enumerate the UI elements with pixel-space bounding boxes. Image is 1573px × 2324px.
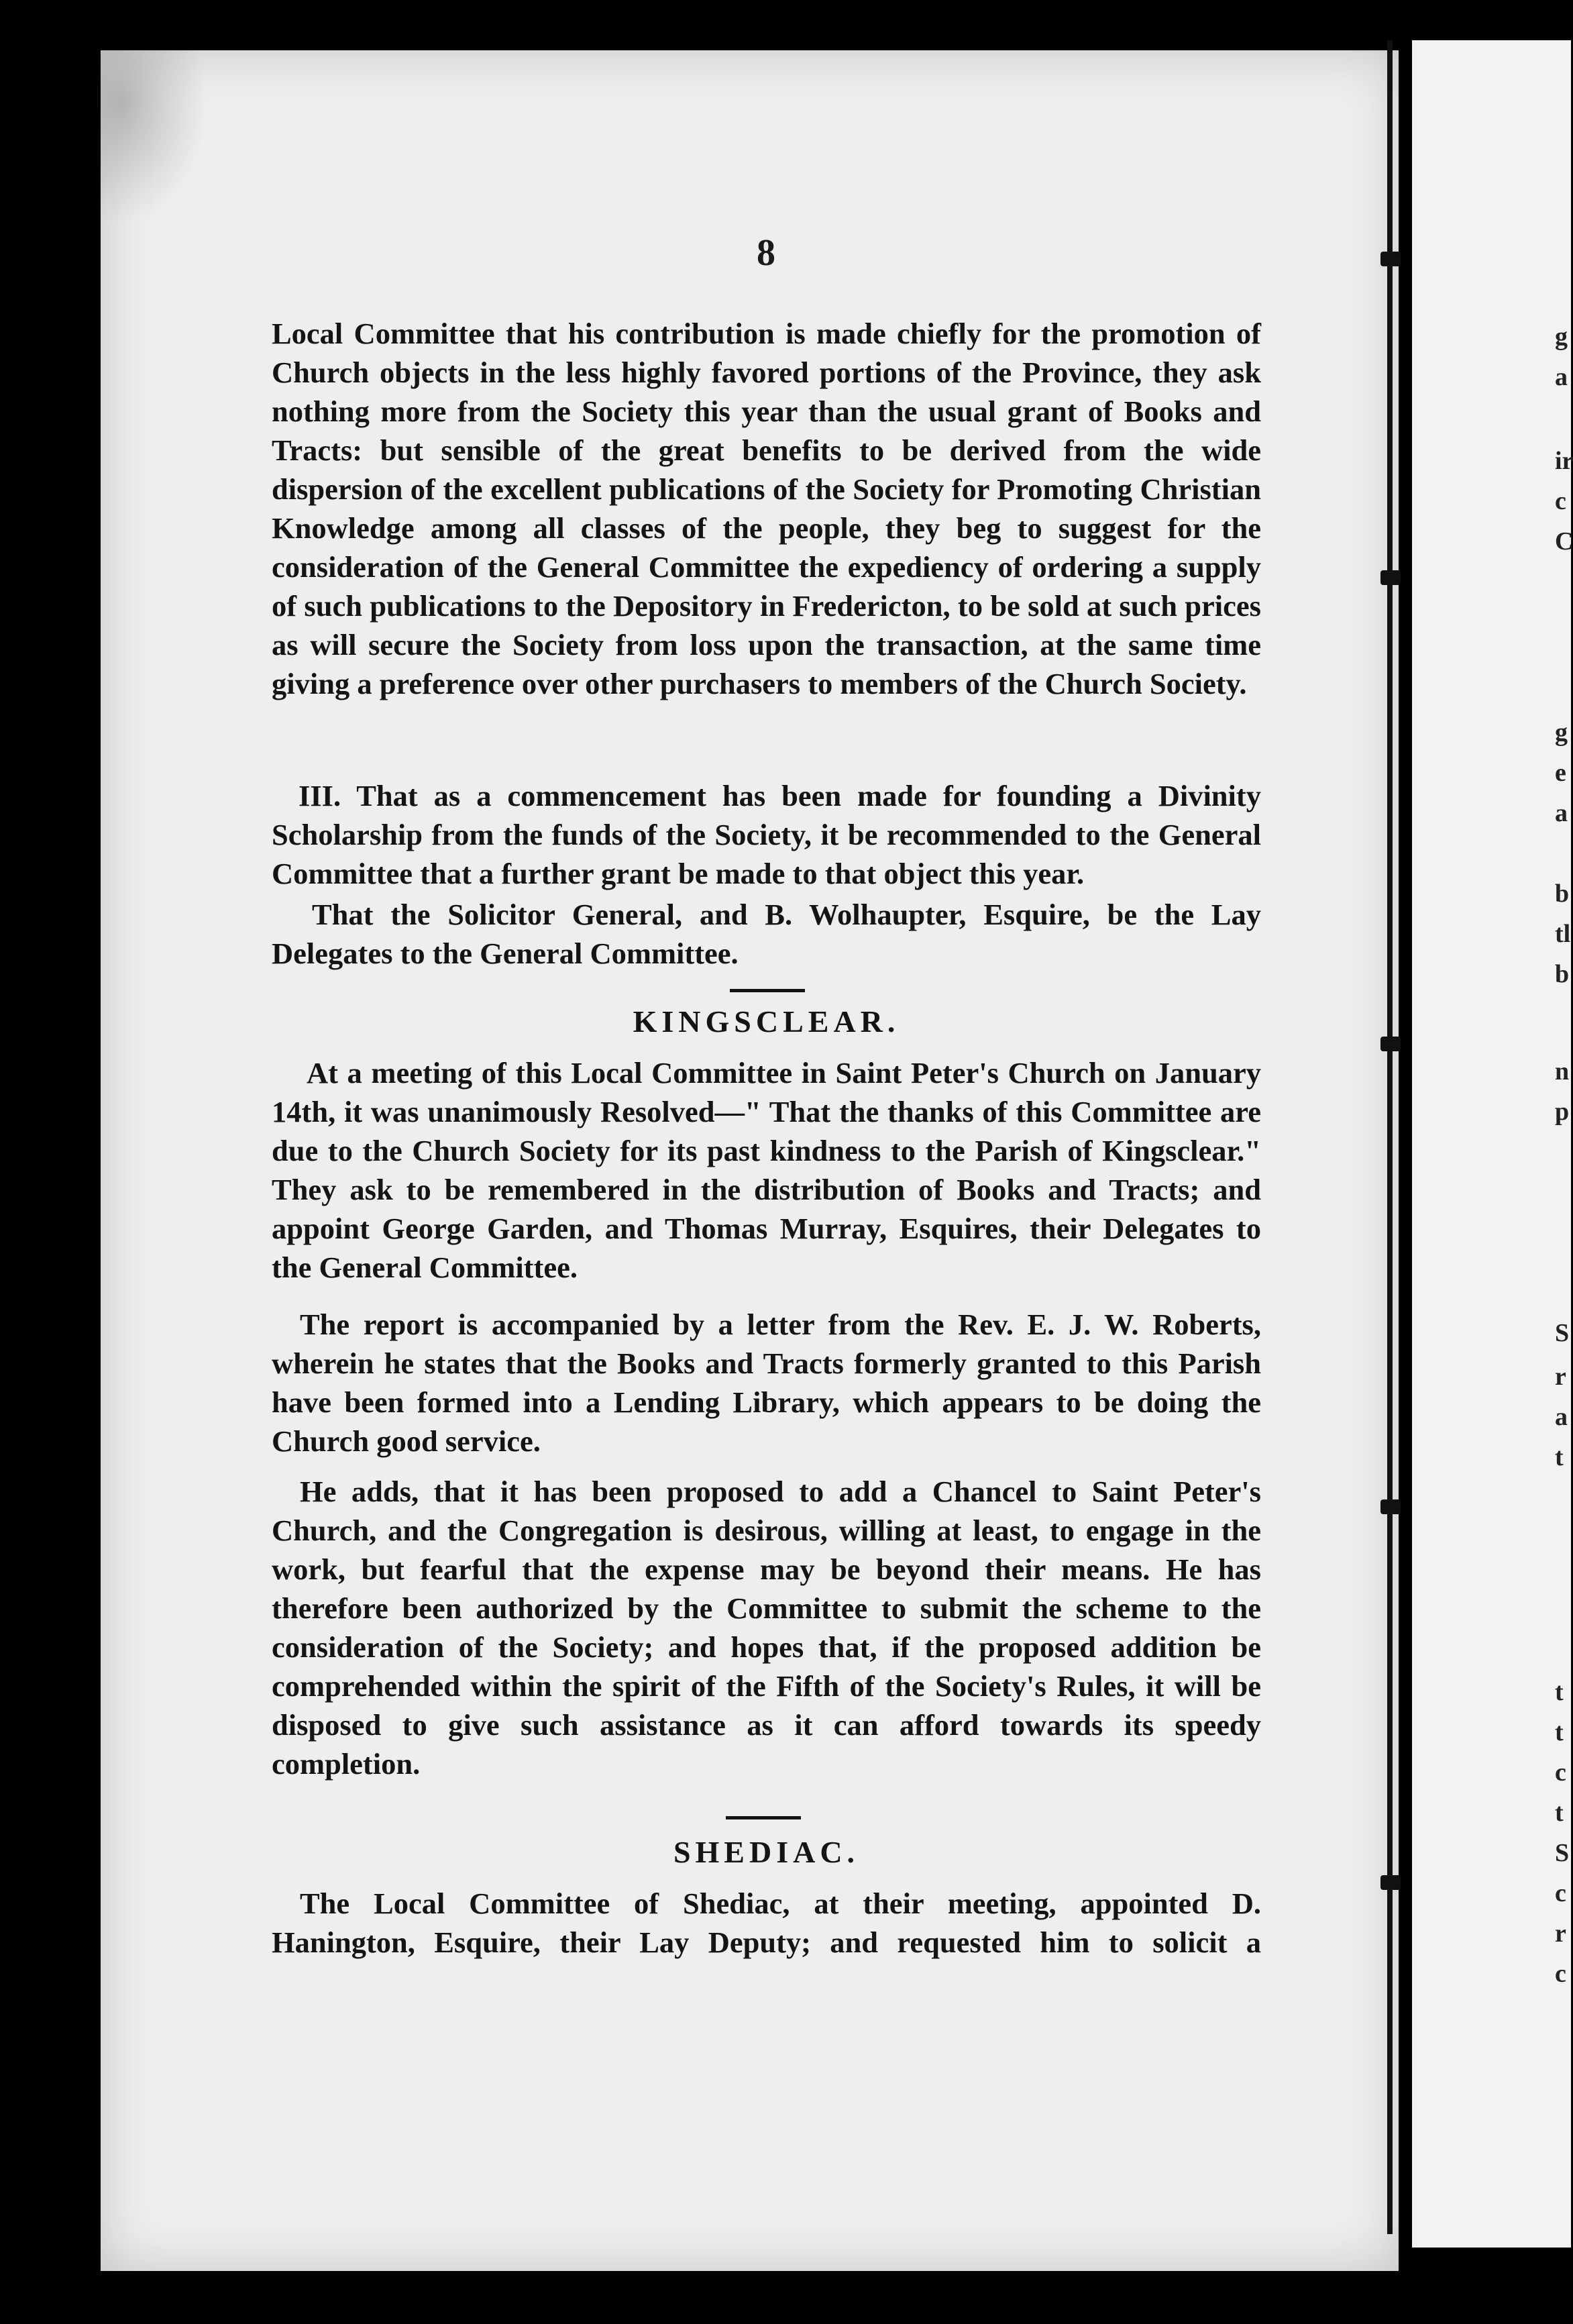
- facing-page-fragment: tl: [1555, 920, 1571, 948]
- facing-page-fragment: c: [1555, 1879, 1566, 1907]
- paragraph-lending-library: The report is accompanied by a letter from the Rev. E. J. W. Roberts, wherein he states that the Books and Tracts formerly granted to this Parish have been formed into a Lending Library, which appears to be doing the Church good service.: [272, 1308, 1261, 1458]
- facing-page-fragment: n: [1555, 1057, 1570, 1086]
- facing-page-fragment: c: [1555, 1758, 1566, 1787]
- facing-page-fragment: r: [1555, 1363, 1566, 1391]
- facing-page-fragment: t: [1555, 1718, 1564, 1746]
- binding-tab: [1380, 252, 1401, 266]
- facing-page-fragment: g: [1555, 323, 1568, 351]
- facing-page-fragment: ir: [1555, 447, 1573, 475]
- book-gutter: [1387, 40, 1393, 2234]
- facing-page-fragment: S: [1555, 1319, 1570, 1347]
- facing-page-fragment: a: [1555, 1403, 1568, 1431]
- facing-page-fragment: p: [1555, 1098, 1570, 1126]
- page-stain: [101, 50, 208, 225]
- paragraph-lay-delegates: That the Solicitor General, and B. Wolhaupter, Esquire, be the Lay Delegates to the General Committee.: [272, 898, 1261, 970]
- facing-page-fragment: c: [1555, 487, 1566, 515]
- facing-page-fragment: t: [1555, 1443, 1564, 1471]
- facing-page-fragment: a: [1555, 363, 1568, 391]
- facing-page-edge: [1412, 40, 1571, 2248]
- facing-page-fragment: C: [1555, 527, 1573, 556]
- facing-page-fragment: e: [1555, 759, 1566, 787]
- section-divider: [726, 1816, 801, 1819]
- facing-page-fragment: t: [1555, 1799, 1564, 1827]
- binding-tab: [1380, 570, 1401, 585]
- paragraph-chancel: He adds, that it has been proposed to add a Chancel to Saint Peter's Church, and the Congregation is desirous, willing at least, to engage in the work, but fearful that the expense may be beyond their means. He has therefore been authorized by the Committee to submit the scheme to the consideration of the Society; and hopes that, if the proposed addition be comprehended within the spirit of the Fifth of the Society's Rules, it will be disposed to give such assistance as it can afford towards its speedy completion.: [272, 1475, 1261, 1781]
- page-number: 8: [757, 232, 775, 274]
- paragraph-divinity-scholarship: III. That as a commencement has been made for founding a Divinity Scholarship from the funds of the Society, it be recommended to the General Committee that a further grant be made to that object this year.: [272, 779, 1261, 890]
- facing-page-fragment: b: [1555, 880, 1570, 908]
- facing-page-fragment: t: [1555, 1678, 1564, 1706]
- binding-tab: [1380, 1875, 1401, 1890]
- facing-page-fragment: S: [1555, 1839, 1570, 1867]
- binding-tab: [1380, 1499, 1401, 1514]
- facing-page-fragment: g: [1555, 719, 1568, 747]
- facing-page-fragment: c: [1555, 1960, 1566, 1988]
- facing-page-fragment: b: [1555, 960, 1570, 988]
- paragraph-kingsclear-meeting: At a meeting of this Local Committee in Saint Peter's Church on January 14th, it was unanimously Resolved—" That the thanks of this Committee are due to the Church Society for its past kindness to the Parish of Kingsclear." They ask to be remembered in the distribution of Books and Tracts; and appoint George Garden, and Thomas Murray, Esquires, their Delegates to the General Committee.: [272, 1056, 1261, 1284]
- binding-tab: [1380, 1037, 1401, 1051]
- heading-shediac: SHEDIAC.: [673, 1835, 860, 1869]
- facing-page-fragment: r: [1555, 1919, 1566, 1948]
- paragraph-shediac: The Local Committee of Shediac, at their meeting, appointed D. Hanington, Esquire, their Lay Deputy; and requested him to solicit a: [272, 1887, 1261, 1959]
- facing-page-fragment: a: [1555, 799, 1568, 827]
- section-divider: [730, 989, 805, 992]
- paragraph-continuation: Local Committee that his contribution is made chiefly for the promotion of Church objects in the less highly favored portions of the Province, they ask nothing more from the Society this year than the usual grant of Books and Tracts: but sensible of the great benefits to be derived from the wide dispersion of the excellent publications of the Society for Promoting Christian Knowledge among all classes of the people, they beg to suggest for the consideration of the General Committee the expediency of ordering a supply of such publications to the Depository in Fredericton, to be sold at such prices as will secure the Society from loss upon the transaction, at the same time giving a preference over other purchasers to members of the Church Society.: [272, 317, 1261, 700]
- heading-kingsclear: KINGSCLEAR.: [633, 1004, 900, 1039]
